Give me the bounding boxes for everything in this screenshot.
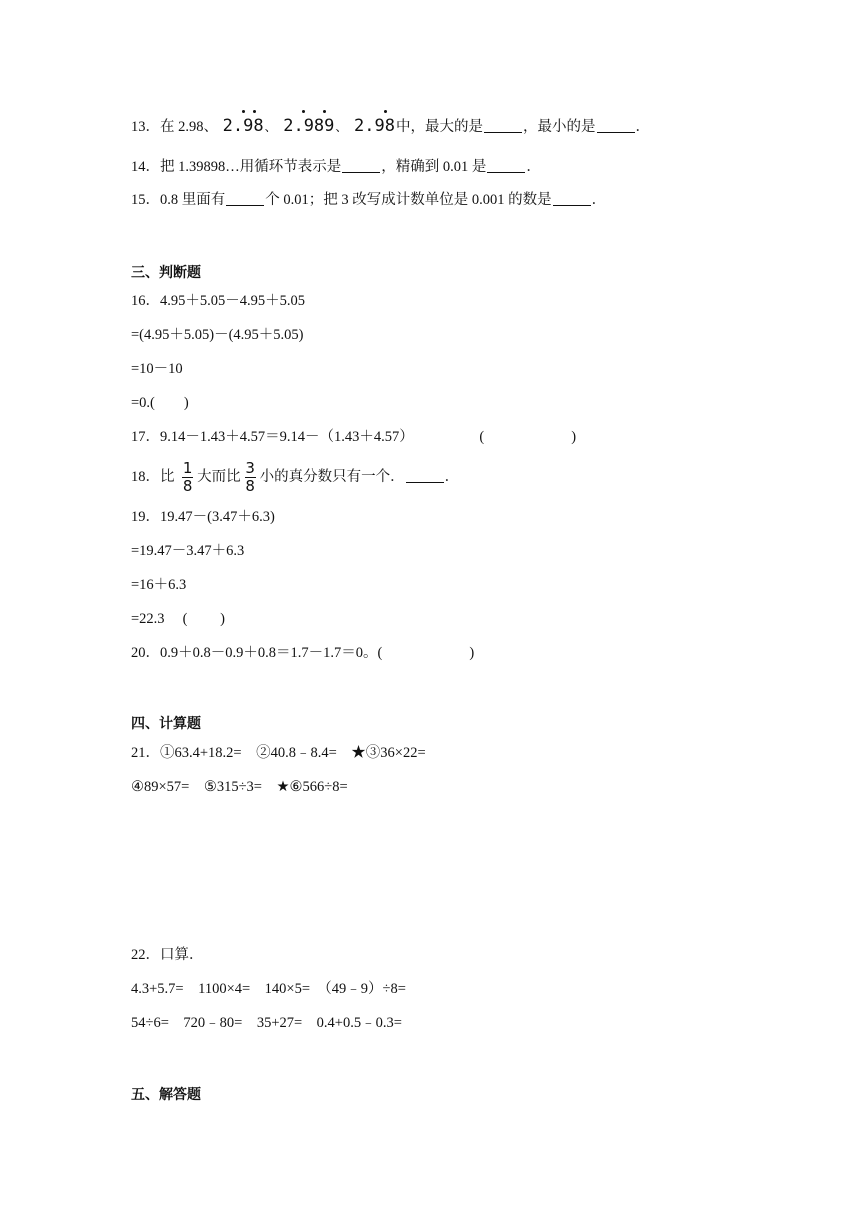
question-16-line-1: 16．4.95＋5.05－4.95＋5.05 <box>131 293 305 309</box>
q13-end: ． <box>635 119 650 135</box>
question-20: 20．0.9＋0.8－0.9＋0.8＝1.7－1.7＝0。( ) <box>131 645 475 661</box>
question-22-line-2: 54÷6= 720﹣80= 35+27= 0.4+0.5﹣0.3= <box>131 1015 402 1031</box>
q14-lead: 14．把 1.39898…用循环节表示是 <box>131 159 342 175</box>
question-17 <box>131 427 576 447</box>
q15-end: ． <box>591 192 607 208</box>
question-14 <box>131 157 541 177</box>
question-19-line-3: =16＋6.3 <box>131 577 187 593</box>
q18-mid: 大而比 <box>197 469 241 485</box>
question-22-line-1: 4.3+5.7= 1100×4= 140×5= （49﹣9）÷8= <box>131 981 406 997</box>
q14-mid: ，精确到 0.01 是 <box>381 159 487 175</box>
answer-blank[interactable] <box>226 191 264 206</box>
answer-blank[interactable] <box>553 191 591 206</box>
section-heading-judgement: 三、判断题 <box>131 265 201 281</box>
q15-mid: 个 0.01；把 3 改写成计数单位是 0.001 的数是 <box>265 192 552 208</box>
section-heading-word-problems: 五、解答题 <box>131 1087 201 1103</box>
question-19-line-2: =19.47－3.47＋6.3 <box>131 543 245 559</box>
question-19-line-4: =22.3 ( ) <box>131 611 225 627</box>
question-21-line-2: ④89×57= ⑤315÷3= ★⑥566÷8= <box>131 779 348 795</box>
fraction-one-eighth: $\frac{1}{8}$ <box>182 459 193 496</box>
fraction-three-eighths: $\frac{3}{8}$ <box>245 459 255 496</box>
answer-parentheses[interactable]: ( ) <box>479 429 577 445</box>
answer-blank[interactable] <box>597 118 635 133</box>
q14-end: ． <box>526 159 541 175</box>
q18-tail: ． <box>444 469 460 485</box>
question-16-line-2: =(4.95＋5.05)－(4.95＋5.05) <box>131 327 304 343</box>
repeating-decimal-2: 2.989 <box>283 116 334 136</box>
q13-sep-2: 、 <box>335 120 348 134</box>
q18-lead: 18．比 <box>131 469 175 485</box>
question-19-line-1: 19．19.47－(3.47＋6.3) <box>131 509 275 525</box>
answer-blank[interactable] <box>406 468 444 483</box>
question-18 <box>131 458 459 496</box>
question-22-title: 22．口算． <box>131 947 204 963</box>
q13-mid: 中，最大的是 <box>396 119 483 135</box>
q15-lead: 15．0.8 里面有 <box>131 192 226 208</box>
q13-sep-1: 、 <box>264 120 277 134</box>
repeating-decimal-1: 2.98 <box>223 116 264 136</box>
answer-blank[interactable] <box>342 158 380 173</box>
q17-text: 17．9.14－1.43＋4.57＝9.14－（1.43＋4.57） <box>131 429 414 445</box>
question-15 <box>131 190 606 210</box>
question-16-line-4: =0.( ) <box>131 395 189 411</box>
q13-mid2: ，最小的是 <box>523 119 596 135</box>
answer-blank[interactable] <box>487 158 525 173</box>
q18-end: 小的真分数只有一个． <box>259 469 405 485</box>
answer-blank[interactable] <box>484 118 522 133</box>
question-16-line-3: =10－10 <box>131 361 183 377</box>
question-13 <box>131 116 650 137</box>
repeating-decimal-3: 2.98 <box>354 116 395 136</box>
question-21-line-1: 21．①63.4+18.2= ②40.8﹣8.4= ★③36×22= <box>131 745 426 761</box>
q13-lead: 13．在 2.98、 <box>131 119 218 135</box>
section-heading-calculation: 四、计算题 <box>131 716 201 732</box>
